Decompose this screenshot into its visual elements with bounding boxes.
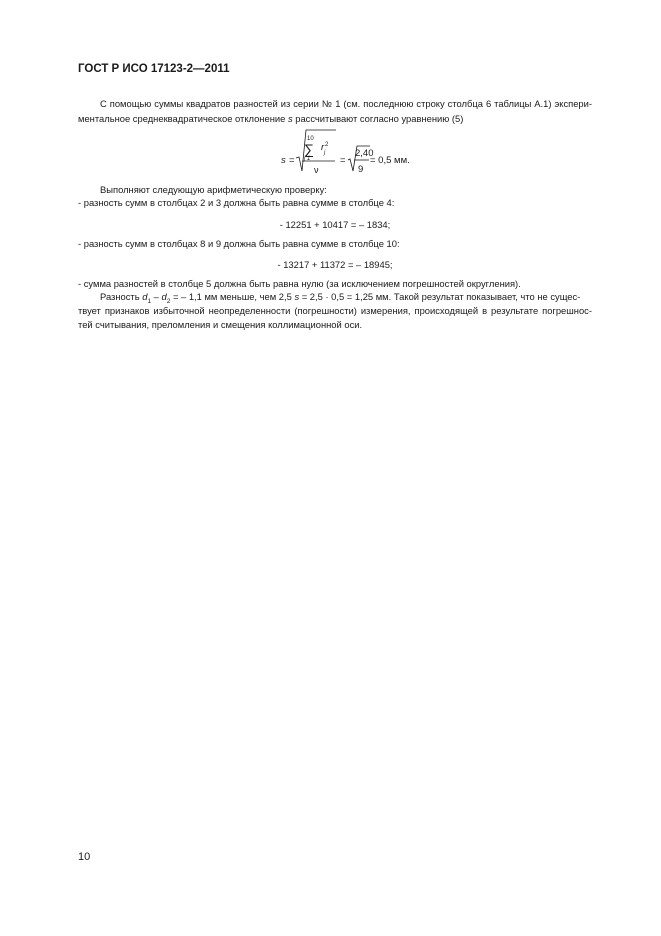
- check-item: - разность сумм в столбцах 8 и 9 должна быть равна сумме в столбце 10:: [78, 238, 400, 249]
- paragraph-line: тей считывания, преломления и смещения коллимационной оси.: [78, 319, 363, 330]
- check-item: - разность сумм в столбцах 2 и 3 должна быть равна сумме в столбце 4:: [78, 197, 395, 208]
- check-intro: Выполняют следующую арифметическую проверку:: [100, 184, 327, 195]
- formula-denominator: ν: [314, 165, 319, 175]
- variable-d: d: [142, 291, 148, 302]
- text-fragment: рассчитывают согласно уравнению (5): [292, 113, 464, 124]
- formula-lhs: s: [281, 155, 286, 166]
- formula-denominator-2: 9: [358, 164, 364, 175]
- page-number: 10: [78, 851, 91, 863]
- check-equation: - 12251 + 10417 = – 1834;: [279, 219, 391, 230]
- sum-lower-limit: j 1: [304, 156, 311, 162]
- text-fragment: –: [151, 291, 162, 302]
- text-fragment: = – 1,1 мм меньше, чем 2,5: [170, 291, 295, 302]
- r-symbol: r: [321, 142, 325, 153]
- subscript: 2: [166, 297, 171, 305]
- r-subscript: j: [324, 150, 326, 156]
- document-header: ГОСТ Р ИСО 17123-2—2011: [78, 63, 230, 75]
- formula-eq: =: [289, 155, 295, 166]
- variable-s: s: [287, 113, 293, 124]
- sum-upper-limit: 10: [307, 136, 314, 142]
- paragraph-line: твует признаков избыточной неопределенности (погрешности) измерения, происходящей в результате погрешнос-: [78, 305, 592, 316]
- subscript: 1: [147, 297, 152, 305]
- text-fragment: Разность: [100, 291, 143, 302]
- text-fragment: = 2,5 · 0,5 = 1,25 мм. Такой результат показывает, что не сущес-: [299, 291, 581, 302]
- paragraph-line: С помощью суммы квадратов разностей из серии № 1 (см. последнюю строку столбца 6 таблицы А.1) экспери-: [100, 98, 592, 109]
- check-equation: - 13217 + 11372 = – 18945;: [277, 259, 393, 270]
- text-fragment: ментальное среднеквадратическое отклонение: [78, 113, 288, 124]
- formula-numerator: 2,40: [355, 148, 374, 159]
- r-superscript: 2: [325, 142, 329, 148]
- formula-result: = 0,5 мм.: [370, 155, 410, 166]
- sum-sign: ∑: [304, 141, 314, 157]
- equation-5: [0, 0, 661, 200]
- formula-eq: =: [340, 155, 346, 166]
- variable-d: d: [161, 291, 167, 302]
- check-item: - сумма разностей в столбце 5 должна быть равна нулю (за исключением погрешностей округления).: [78, 278, 521, 289]
- variable-s: s: [294, 291, 300, 302]
